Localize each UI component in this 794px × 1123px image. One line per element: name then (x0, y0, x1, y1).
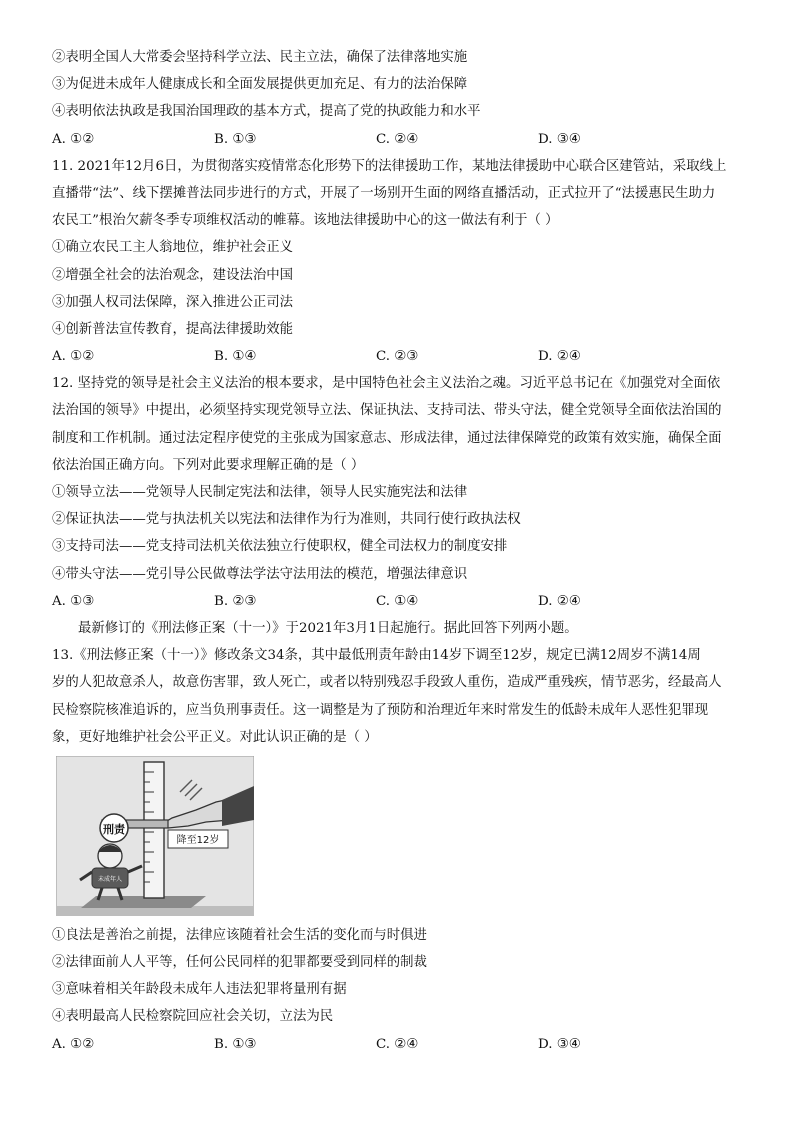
q13-item-1: ①良法是善治之前提，法律应该随着社会生活的变化而与时俱进 (52, 927, 427, 943)
q12-options (52, 588, 752, 615)
q12-option-b[interactable]: B. ②③ (214, 593, 257, 609)
q11-stem-line: 11. 2021年12月6日，为贯彻落实疫情常态化形势下的法律援助工作，某地法律援助中心联合区建管站，采取线上 (52, 158, 727, 174)
q12-option-a[interactable]: A. ①③ (52, 593, 95, 609)
q12-stem-line: 依法治国正确方向。下列对此要求理解正确的是（ ） (52, 457, 365, 473)
q10-option-b[interactable]: B. ①③ (214, 131, 257, 147)
q13-stem-line: 象，更好地维护社会公平正义。对此认识正确的是（ ） (52, 729, 378, 745)
q12-item-1: ①领导立法——党领导人民制定宪法和法律，领导人民实施宪法和法律 (52, 485, 468, 500)
q11-option-d[interactable]: D. ②④ (538, 349, 581, 365)
q12-stem-line: 12. 坚持党的领导是社会主义法治的根本要求，是中国特色社会主义法治之魂。习近平总书记在《加强党对全面依 (52, 376, 721, 392)
q13-item-3: ③意味着相关年龄段未成年人违法犯罪将量刑有据 (52, 982, 347, 998)
q11-stem-line: 直播带“法”、线下摆摊普法同步进行的方式，开展了一场别开生面的网络直播活动，正式拉开了“法援惠民生助力 (52, 185, 716, 201)
q12-stem (52, 370, 752, 479)
q10-option-d[interactable]: D. ③④ (538, 131, 581, 147)
q11-option-b[interactable]: B. ①④ (214, 349, 257, 365)
label-jiangzhi: 降至12岁 (176, 834, 220, 846)
q10-item-2: ②表明全国人大常委会坚持科学立法、民主立法，确保了法律落地实施 (52, 50, 468, 65)
q13-stem-line: 13.《刑法修正案（十一）》修改条文34条，其中最低刑责年龄由14岁下调至12岁，规定已满12周岁不满14周 (52, 648, 701, 664)
q11-items (52, 234, 752, 343)
q12-stem-line: 法治国的领导》中提出，必须坚持实现党领导立法、保证执法、支持司法、带头守法，健全党领导全面依法治国的 (52, 403, 722, 419)
q13-option-d[interactable]: D. ③④ (538, 1036, 581, 1052)
q11-item-2: ②增强全社会的法治观念，建设法治中国 (52, 267, 294, 283)
q10-options (52, 126, 752, 153)
q11-options (52, 343, 752, 370)
q13-item-2: ②法律面前人人平等，任何公民同样的犯罪都要受到同样的制裁 (52, 955, 427, 971)
cartoon-illustration (56, 756, 254, 916)
q13-item-4: ④表明最高人民检察院回应社会关切，立法为民 (52, 1009, 334, 1025)
q11-option-c[interactable]: C. ②③ (376, 349, 419, 365)
exam-page (52, 44, 752, 1058)
q13-items (52, 922, 752, 1031)
q11-item-3: ③加强人权司法保障，深入推进公正司法 (52, 294, 294, 310)
q13-option-a[interactable]: A. ①② (52, 1036, 95, 1052)
q12-stem-line: 制度和工作机制。通过法定程序使党的主张成为国家意志、形成法律，通过法律保障党的政策有效实施，确保全面 (52, 430, 722, 446)
q10-items (52, 44, 752, 126)
label-shirt: 未成年人 (97, 875, 123, 883)
q10-item-3: ③为促进未成年人健康成长和全面发展提供更加充足、有力的法治保障 (52, 77, 468, 93)
q11-stem (52, 153, 752, 235)
q11-stem-line: 农民工”根治欠薪冬季专项维权活动的帷幕。该地法律援助中心的这一做法有利于（ ） (52, 213, 559, 229)
q13-stem-line: 岁的人犯故意杀人，故意伤害罪，致人死亡，或者以特别残忍手段致人重伤，造成严重残疾，情节恶劣，经最高人 (52, 675, 722, 691)
cartoon-figure (56, 756, 254, 916)
q13-option-b[interactable]: B. ①③ (214, 1036, 257, 1052)
q11-item-4: ④创新普法宣传教育，提高法律援助效能 (52, 321, 294, 337)
section-intro: 最新修订的《刑法修正案（十一）》于2021年3月1日起施行。据此回答下列两小题。 (78, 620, 578, 636)
q12-items (52, 479, 752, 588)
q13-option-c[interactable]: C. ②④ (376, 1036, 419, 1052)
q12-item-4: ④带头守法——党引导公民做尊法学法守法用法的模范，增强法律意识 (52, 566, 468, 582)
q12-option-c[interactable]: C. ①④ (376, 593, 419, 609)
q13-options (52, 1031, 752, 1058)
q10-option-a[interactable]: A. ①② (52, 131, 95, 147)
q12-item-2: ②保证执法——党与执法机关以宪法和法律作为行为准则，共同行使行政执法权 (52, 512, 521, 528)
q13-stem-line: 民检察院核准追诉的，应当负刑事责任。这一调整是为了预防和治理近年来时常发生的低龄未成年人恶性犯罪现 (52, 702, 709, 718)
label-xingze: 刑责 (103, 822, 125, 836)
q12-item-3: ③支持司法——党支持司法机关依法独立行使职权，健全司法权力的制度安排 (52, 539, 508, 555)
q13-stem (52, 642, 752, 751)
q12-option-d[interactable]: D. ②④ (538, 593, 581, 609)
q11-item-1: ①确立农民工主人翁地位，维护社会正义 (52, 240, 294, 256)
q10-item-4: ④表明依法执政是我国治国理政的基本方式，提高了党的执政能力和水平 (52, 104, 481, 120)
q10-option-c[interactable]: C. ②④ (376, 131, 419, 147)
q11-option-a[interactable]: A. ①② (52, 349, 95, 365)
